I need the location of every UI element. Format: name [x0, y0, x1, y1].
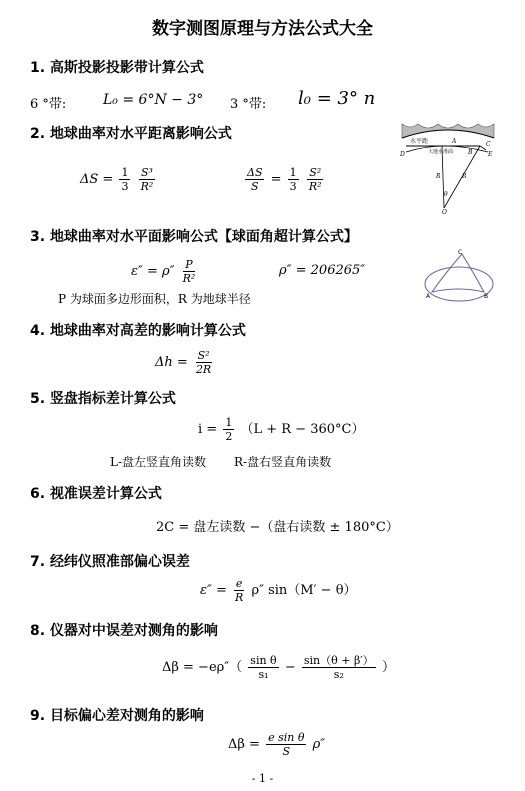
formula-2b: $\frac{\Delta S}{S}$ = $\frac{1}{3}$ $\frac{\text{S²}}{\text{R²}}$ — [247, 166, 322, 193]
page-number: - 1 - — [251, 772, 274, 785]
page-title: 数字测图原理与方法公式大全 — [152, 19, 373, 39]
section-4-heading: 4. 地球曲率对高差的影响计算公式 — [30, 323, 246, 339]
svg-text:E: E — [488, 151, 493, 158]
section-9-heading: 9. 目标偏心差对测角的影响 — [30, 708, 204, 724]
section-6-heading: 6. 视准误差计算公式 — [30, 486, 162, 502]
formula-2a: ΔS = $\frac{1}{3}$ $\frac{\text{S³}}{\text{R²}}$ — [80, 166, 154, 193]
formula-6: 2C = 盘左读数 −（盘右读数 ± 180°C） — [156, 520, 399, 535]
formula-1b: l₀ = 3° n — [298, 88, 376, 109]
formula-1a: L₀ = 6°N − 3° — [103, 92, 204, 108]
formula-7: ε″ = $\frac{e}{R}$ ρ″ sin（M′ − θ） — [200, 577, 357, 604]
svg-text:R: R — [436, 173, 441, 180]
svg-text:R: R — [462, 173, 467, 180]
formula-3-note: P 为球面多边形面积，R 为地球半径 — [58, 292, 251, 306]
formula-5-note-left: L-盘左竖直角读数 — [110, 455, 207, 469]
formula-9: Δβ = $\frac{\text{e sin θ}}{S}$ ρ″ — [228, 731, 326, 758]
earth-curvature-diagram — [398, 118, 498, 214]
svg-text:C: C — [458, 249, 463, 256]
svg-text:C: C — [486, 141, 491, 148]
spherical-triangle-diagram — [424, 246, 494, 302]
svg-text:B: B — [484, 293, 489, 300]
formula-1a-label: 6 °带: — [30, 97, 67, 112]
formula-1b-label: 3 °带: — [230, 97, 267, 112]
formula-8: Δβ = −eρ″（ $\frac{\text{sin θ}}{\text{s₁}}$ − $\frac{\sin(\theta + \beta')}{\text{s₂}}$ ） — [162, 654, 395, 681]
svg-text:A: A — [426, 293, 431, 300]
section-8-heading: 8. 仪器对中误差对测角的影响 — [30, 623, 218, 639]
formula-5: i = $\frac{1}{2}$ （L + R − 360°C） — [198, 416, 365, 443]
diagram-label-arc: 大地水准面 — [428, 149, 454, 155]
formula-5-note-right: R-盘右竖直角读数 — [234, 455, 332, 469]
svg-text:θ: θ — [444, 191, 448, 198]
diagram-label-horizontal: 水平距 — [410, 138, 429, 145]
svg-text:O: O — [442, 209, 447, 214]
formula-3a: ε″ = ρ″ $\frac{P}{\text{R²}}$ — [131, 258, 196, 285]
section-7-heading: 7. 经纬仪照准部偏心误差 — [30, 554, 190, 570]
formula-3b: ρ″ = 206265″ — [279, 263, 366, 278]
section-5-heading: 5. 竖盘指标差计算公式 — [30, 391, 176, 407]
section-1-heading: 1. 高斯投影投影带计算公式 — [30, 60, 204, 76]
svg-text:D: D — [400, 151, 405, 158]
svg-text:A: A — [452, 138, 457, 145]
section-2-heading: 2. 地球曲率对水平距离影响公式 — [30, 126, 232, 142]
svg-text:B: B — [468, 149, 473, 156]
section-3-heading: 3. 地球曲率对水平面影响公式【球面角超计算公式】 — [30, 229, 358, 245]
formula-4: Δh = $\frac{\text{S²}}{2R}$ — [155, 349, 212, 376]
